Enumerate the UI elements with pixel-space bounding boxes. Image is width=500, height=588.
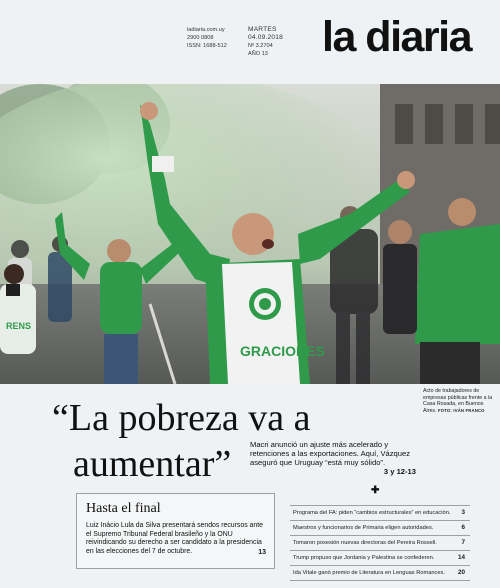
plus-icon: ✚ <box>371 485 380 496</box>
list-item <box>290 566 470 581</box>
lede-text: Macri anunció un ajuste más acelerado y retenciones a las exportaciones. Aquí, Vázquez aseguró que Uruguay “está muy sólido”. <box>250 440 410 468</box>
caption-text: Acto de trabajadores de empresas públicas frente a la Casa Rosada, en Buenos Aires. <box>423 388 493 414</box>
cover-photo <box>0 84 500 384</box>
masthead-contact <box>187 26 227 50</box>
headline-line-1: “La pobreza va a <box>52 397 311 439</box>
newspaper-logo: la diaria <box>322 13 472 61</box>
list-item <box>290 536 470 551</box>
photo-credit: FOTO: IVÁN FRANCO <box>438 407 485 413</box>
feature-body: Luiz Inácio Lula da Silva presentará sendos recursos ante el Supremo Tribunal Federal brasileño y la ONU reivindicando su derecho a ser candidato a la presidencia en las elecciones del 7 de octubre. <box>86 522 263 555</box>
list-item <box>290 551 470 566</box>
headline-line-2: aumentar” <box>73 443 232 485</box>
issue-day: MARTES <box>248 26 277 33</box>
brief-text: Trump propuso que Jordania y Palestina se confederen. <box>293 555 435 561</box>
website-text: ladiaria.com.uy <box>187 27 225 33</box>
main-lede <box>250 440 418 477</box>
photo-caption <box>423 388 497 414</box>
list-item <box>290 521 470 536</box>
protest-illustration <box>0 84 500 384</box>
brief-text: Ida Vitale ganó premio de Literatura en Lenguas Romances. <box>293 570 445 576</box>
issue-number: Nº 3.2704 <box>248 43 273 49</box>
feature-page: 13 <box>258 549 266 556</box>
lede-pages: 3 y 12-13 <box>383 467 416 477</box>
brief-page: 20 <box>457 569 465 576</box>
issue-year: AÑO 13 <box>248 51 268 57</box>
feature-title: Hasta el final <box>86 501 161 516</box>
shirt-text: GRACIONES <box>240 343 325 359</box>
masthead-issue <box>248 26 283 58</box>
brief-page: 3 <box>461 509 465 516</box>
brief-text: Programa del FA: piden “cambios estructurales” en educación. <box>293 510 451 516</box>
brief-page: 7 <box>461 539 465 546</box>
masthead <box>0 0 500 84</box>
brief-page: 14 <box>457 554 465 561</box>
brief-text: Maestros y funcionarios de Primaria eligen autoridades. <box>293 525 434 531</box>
phone-text: 2900 0808 <box>187 35 214 41</box>
feature-box <box>76 493 275 569</box>
brief-page: 6 <box>461 524 465 531</box>
briefs-list <box>290 505 470 581</box>
issue-date: 04.09.2018 <box>248 34 284 41</box>
badge-text: RENS <box>6 321 32 331</box>
list-item <box>290 505 470 521</box>
brief-text: Tomaron posesión nuevas directoras del Pereira Rossell. <box>293 540 437 546</box>
issn-text: ISSN: 1688-512 <box>187 43 227 49</box>
